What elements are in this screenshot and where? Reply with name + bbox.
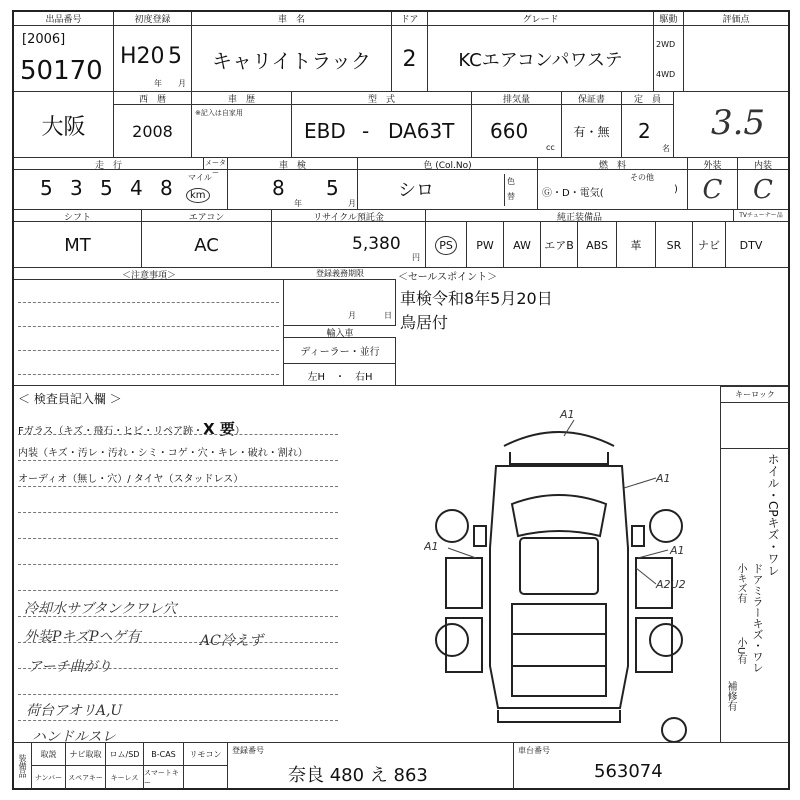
interior-label: 内装: [738, 158, 788, 170]
equip-airbag: エアB: [540, 222, 577, 268]
fuel-label: 燃 料: [538, 158, 688, 170]
hand-note-1: 冷却水サブタンクワレ穴: [24, 601, 177, 617]
displacement-cell: [472, 105, 562, 158]
reg-month-unit: 月: [348, 311, 356, 320]
front-bumper-shape: [504, 432, 614, 446]
km-unit: km: [186, 188, 210, 203]
wheel-rl-shape: [436, 624, 468, 656]
reg-expiry-label: 登録義務期限: [284, 268, 396, 280]
mileage-cell: [14, 170, 228, 210]
aircon: AC: [142, 222, 272, 268]
model-cell: [292, 105, 472, 158]
inspection-month-unit: 月: [348, 199, 356, 208]
model-dash: -: [362, 119, 370, 143]
drive-4wd: 4WD: [656, 70, 676, 79]
inspector-label: ＜ 検査員記入欄 ＞: [18, 392, 122, 406]
region: 大阪: [14, 92, 114, 158]
western-year: 2008: [114, 105, 192, 158]
inspection-label: 車 検: [228, 158, 358, 170]
equip-ps: PS: [426, 222, 466, 268]
lot-cell: [14, 26, 114, 92]
recycle-cell: [272, 222, 426, 268]
model-label: 型 式: [292, 92, 472, 105]
fuel-close: ): [674, 184, 678, 195]
hand-note-6: ハンドルスレ: [32, 729, 116, 745]
history-sub: ※記入は自家用: [195, 109, 243, 117]
capacity-label: 定 員: [622, 92, 674, 105]
first-reg-month: 5: [168, 44, 182, 69]
fuel-other: その他: [630, 173, 654, 182]
car-name-label: 車 名: [192, 12, 392, 26]
yen-unit: 円: [412, 253, 420, 262]
recycle-fee: 5,380: [352, 234, 401, 254]
equipment-label: 純正装備品: [426, 210, 734, 222]
row-notes: [14, 268, 788, 386]
inspection-year-unit: 年: [294, 199, 302, 208]
cc-unit: cc: [546, 143, 555, 152]
mileage-d2: 3: [70, 176, 83, 200]
mark-right-front: A1: [656, 472, 671, 485]
drive-label: 駆動: [654, 12, 684, 26]
footer-remote: リモコン: [184, 743, 228, 766]
windshield-mark: X 要: [203, 420, 235, 438]
footer-manual: 取説: [32, 743, 66, 766]
inspection-month: 5: [326, 176, 339, 200]
equip-aw: AW: [503, 222, 540, 268]
equip-sunroof: SR: [655, 222, 692, 268]
capacity: 2: [638, 119, 651, 143]
interior-line: 内装（キズ・汚レ・汚れ・シミ・コゲ・穴・キレ・破れ・割れ）: [18, 448, 308, 459]
exterior-grade: C: [688, 170, 738, 210]
windshield-shape: [512, 495, 606, 536]
displacement: 660: [490, 119, 529, 143]
mileage-label: 走 行: [14, 158, 204, 170]
footer-bcas: B-CAS: [144, 743, 184, 766]
equip-dtv: DTV: [725, 222, 776, 268]
registration-box: [284, 268, 396, 386]
color-change-label: 色替: [504, 174, 518, 206]
footer: [14, 742, 788, 788]
hand-note-5: 荷台アオリA,U: [26, 703, 123, 719]
keylock-label: キーロック: [721, 387, 789, 403]
sidebar-note-4: 小U有: [735, 637, 746, 665]
audio-tire-line: オーディオ（無し・穴）/ タイヤ（スタッドレス）: [18, 474, 244, 485]
warranty-label: 保証書: [562, 92, 622, 105]
recycle-label: リサイクル預託金: [272, 210, 426, 222]
lot-label: 出品番号: [14, 12, 114, 26]
sidebar-note-2: ドアミラーキズ・ワレ: [751, 563, 764, 673]
row-basic: [14, 92, 788, 158]
month-unit: 月: [178, 79, 186, 88]
history-label: 車 歴: [192, 92, 292, 105]
reg-day-unit: 日: [384, 311, 392, 320]
wheel-fl-shape: [436, 510, 468, 542]
sales-point-1: 車検令和8年5月20日: [400, 289, 553, 308]
bed-shape: [512, 604, 606, 696]
hand-note-3: AC冷えず: [200, 633, 263, 649]
inspection-cell: [228, 170, 358, 210]
sales-label: ＜セールスポイント＞: [398, 272, 498, 283]
equip-navi: ナビ: [692, 222, 725, 268]
sales-box: [396, 268, 788, 386]
row-mileage: [14, 158, 788, 210]
odometer-label: メーター: [205, 159, 226, 177]
roof-shape: [520, 538, 598, 594]
sidebar-note-5: 補修有: [725, 681, 736, 711]
car-diagram: [424, 408, 694, 742]
sidebar-note-1: ホイル・CPキズ・ワレ: [766, 453, 780, 577]
model-code: DA63T: [388, 119, 455, 143]
windshield-line: Fガラス（キズ・飛石・ヒビ・リペア跡・X 要）: [18, 420, 245, 438]
inspection-year: 8: [272, 176, 285, 200]
doors: 2: [392, 26, 428, 92]
lot-number: 50170: [20, 56, 103, 86]
year-small: [2006]: [22, 32, 66, 47]
first-reg-era: H20: [120, 44, 165, 69]
footer-rom-sd: ロム/SD: [106, 743, 144, 766]
tv-tuner-label: TVチューナー品: [734, 210, 788, 222]
mileage-d3: 5: [100, 176, 113, 200]
wheel-rr-shape: [650, 624, 682, 656]
mileage-d4: 4: [130, 176, 143, 200]
color-cell: [358, 170, 538, 210]
footer-navi: ナビ取取: [66, 743, 106, 766]
door-label: ドア: [392, 12, 428, 26]
mileage-d1: 5: [40, 176, 53, 200]
reg-number-label: 登録番号: [232, 746, 264, 755]
equip-abs: ABS: [577, 222, 616, 268]
exterior-label: 外装: [688, 158, 738, 170]
displacement-label: 排気量: [472, 92, 562, 105]
footer-spare-key: スペアキー: [66, 766, 106, 789]
footer-keyless: キーレス: [106, 766, 144, 789]
equip-label: 装備品: [14, 743, 32, 789]
footer-empty: [184, 766, 228, 789]
hand-note-4: アーチ曲がり: [28, 659, 112, 675]
year-unit: 年: [154, 79, 162, 88]
shift-label: シフト: [14, 210, 142, 222]
first-reg-label: 初度登録: [114, 12, 192, 26]
color: シロ: [398, 180, 434, 201]
caution-box: [14, 268, 284, 386]
drive-cell: [654, 26, 684, 92]
equip-leather: 革: [616, 222, 655, 268]
score-cell: [684, 26, 788, 92]
capacity-cell: [622, 105, 674, 158]
fuel-options: Ⓖ・D・電気(: [542, 188, 604, 199]
fuel-cell: [538, 170, 688, 210]
score-label: 評価点: [684, 12, 788, 26]
equipment-list: [426, 222, 788, 268]
history-cell: [192, 105, 292, 158]
first-reg-cell: [114, 26, 192, 92]
left-door-shape: [446, 558, 482, 608]
wheel-fr-shape: [650, 510, 682, 542]
right-sidebar: [720, 386, 788, 742]
car-name: キャリイトラック: [192, 26, 392, 92]
footer-plate: ナンバー: [32, 766, 66, 789]
keylock-cell: [721, 403, 789, 449]
interior-grade: C: [753, 175, 773, 205]
reg-number-cell: [228, 743, 514, 789]
row-header: [14, 12, 788, 92]
score-handwritten: 3.5: [710, 103, 766, 143]
mileage-d5: 8: [160, 176, 173, 200]
mark-left-door: A1: [424, 540, 439, 553]
reg-number: 奈良 480 え 863: [288, 765, 428, 786]
mark-right-rear: A2U2: [656, 578, 686, 591]
import-label: 輸入車: [284, 326, 396, 338]
chassis-cell: [514, 743, 788, 789]
footer-smart-key: スマートキー: [144, 766, 184, 789]
steering: 左H ・ 右H: [307, 371, 373, 383]
inspector-area: [14, 386, 720, 745]
chassis-number: 563074: [594, 761, 663, 782]
person-unit: 名: [662, 144, 670, 153]
chassis-label: 車台番号: [518, 746, 550, 755]
grade: KCエアコンパワステ: [428, 26, 654, 92]
shift: MT: [14, 222, 142, 268]
mark-right-door: A1: [670, 544, 685, 557]
drive-2wd: 2WD: [656, 40, 676, 49]
sidebar-note-3: 小キズ有: [735, 563, 746, 603]
sales-point-2: 鳥居付: [400, 313, 449, 332]
western-label: 西 暦: [114, 92, 192, 105]
aircon-label: エアコン: [142, 210, 272, 222]
row-equipment: [14, 210, 788, 268]
grade-label: グレード: [428, 12, 654, 26]
hand-note-2: 外装PキズPヘゲ有: [24, 629, 141, 645]
warranty: 有・無: [562, 105, 622, 158]
model-prefix: EBD: [304, 119, 346, 143]
mile-unit: マイル: [188, 173, 212, 182]
auction-sheet: [12, 10, 790, 790]
spare-wheel-shape: [662, 718, 686, 742]
mark-front: A1: [560, 408, 575, 421]
reg-expiry-cell: [284, 280, 396, 326]
caution-label: ＜注意事項＞: [14, 268, 284, 280]
equip-pw: PW: [466, 222, 503, 268]
body-outline-shape: [490, 466, 628, 708]
color-label: 色 (Col.No): [358, 158, 538, 170]
dealer: ディーラー・並行: [284, 338, 396, 364]
